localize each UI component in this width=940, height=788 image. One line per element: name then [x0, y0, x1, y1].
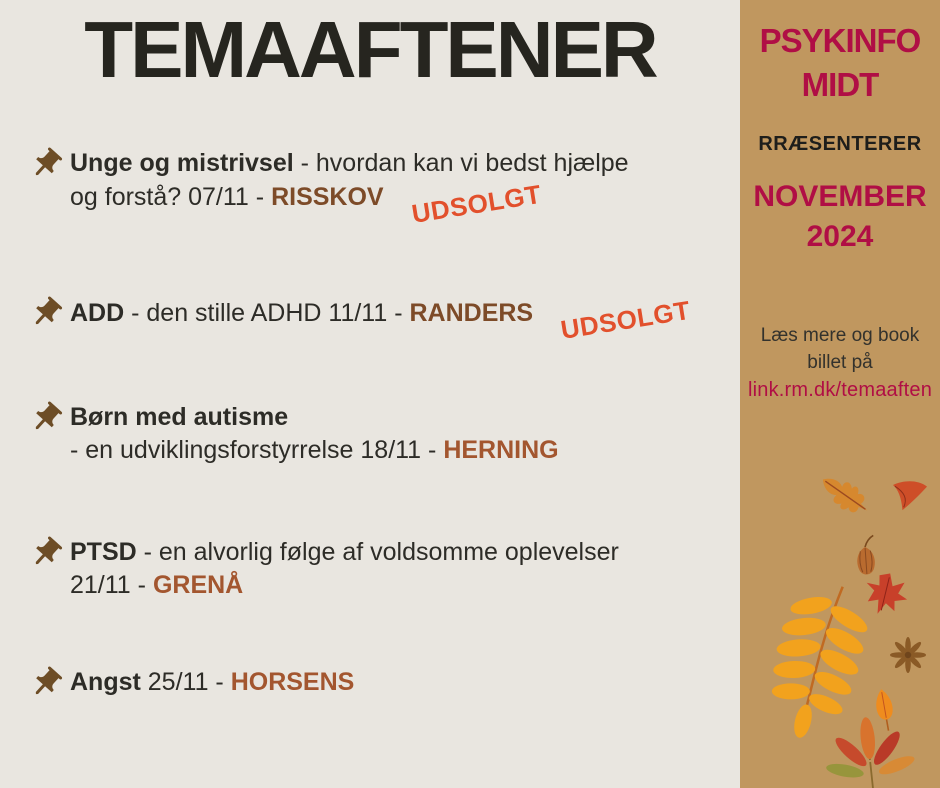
booking-info	[740, 322, 940, 376]
presents-label: RRÆSENTERER	[758, 133, 922, 155]
soldout-badge: UDSOLGT	[409, 178, 543, 229]
event-text: - den stille ADHD 11/11 -	[124, 299, 410, 327]
event-item	[28, 147, 629, 229]
event-text: og forstå? 07/11 -	[70, 183, 272, 211]
event-location: HERNING	[443, 436, 559, 464]
pushpin-icon	[28, 665, 64, 701]
event-item	[28, 666, 354, 701]
star-anise	[890, 637, 926, 673]
rowan-leaf	[755, 574, 879, 748]
booking-link: link.rm.dk/temaaften	[747, 379, 933, 401]
event-item	[28, 401, 559, 467]
year-label: 2024	[806, 220, 874, 253]
event-text: 25/11 -	[140, 668, 231, 696]
small-leaf	[873, 688, 896, 732]
creeper-leaf	[820, 712, 919, 788]
event-text: - en udviklingsforstyrrelse 18/11 -	[70, 436, 444, 464]
event-item	[28, 536, 619, 602]
maple-leaf	[861, 569, 912, 619]
event-text: - en alvorlig følge af voldsomme oplevelser	[136, 538, 619, 566]
brand-name-line2: MIDT	[801, 66, 879, 103]
event-title: Børn med autisme	[70, 403, 289, 431]
event-title: PTSD	[70, 538, 137, 566]
physalis-lantern	[856, 535, 876, 575]
month-label: NOVEMBER	[753, 180, 927, 213]
event-location: RANDERS	[409, 299, 534, 327]
pushpin-icon	[28, 295, 64, 331]
poster-title: TEMAAFTENER	[84, 5, 656, 94]
booking-info-line1: Læs mere og book	[760, 325, 920, 346]
event-location: GRENÅ	[152, 571, 244, 599]
event-text: 21/11 -	[70, 571, 153, 599]
autumn-leaves-decoration	[740, 453, 940, 788]
event-title: ADD	[70, 299, 125, 327]
event-location: HORSENS	[230, 668, 355, 696]
event-item	[28, 294, 693, 345]
pushpin-icon	[28, 146, 64, 182]
pushpin-icon	[28, 535, 64, 571]
event-text: - hvordan kan vi bedst hjælpe	[293, 149, 629, 177]
oak-leaf	[815, 469, 875, 522]
event-title: Unge og mistrivsel	[70, 149, 294, 177]
leaf-fragment	[890, 479, 927, 512]
event-title: Angst	[70, 668, 141, 696]
event-location: RISSKOV	[271, 183, 384, 211]
pushpin-icon	[28, 400, 64, 436]
brand-name-line1: PSYKINFO	[759, 22, 921, 59]
sidebar	[740, 0, 940, 788]
booking-info-line2: billet på	[807, 352, 873, 373]
soldout-badge: UDSOLGT	[558, 294, 693, 345]
